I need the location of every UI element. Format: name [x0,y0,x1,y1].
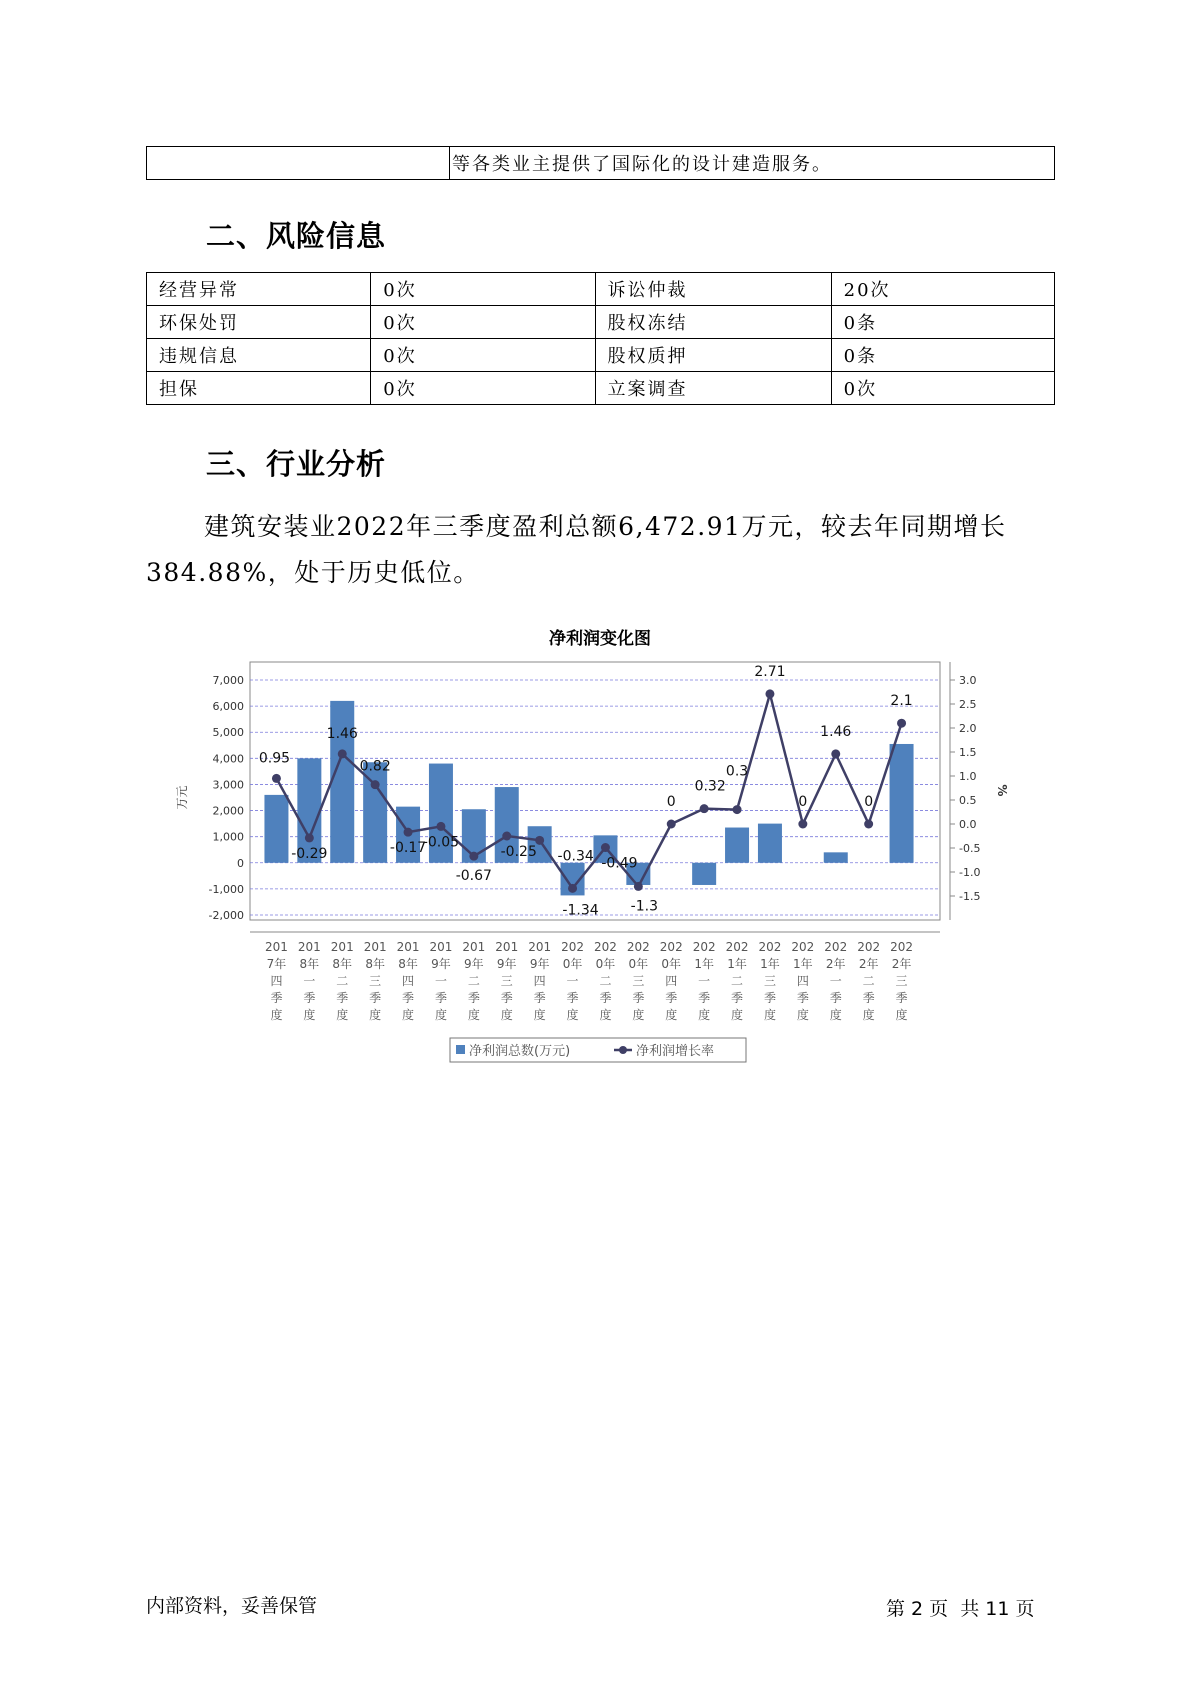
bar [824,852,848,862]
data-label: -1.3 [630,898,659,915]
growth-rate-point [733,805,742,814]
x-tick-label: 三 [895,974,908,988]
risk-table-row [147,273,1055,306]
bar [758,824,782,863]
x-tick-label: 8年 [398,957,418,971]
x-tick-label: 201 [264,940,288,954]
x-tick-label: 度 [270,1008,283,1022]
x-tick-label: 度 [434,1008,447,1022]
x-tick-label: 二 [731,974,744,988]
x-tick-label: 0年 [595,957,616,971]
x-tick-label: 度 [632,1008,645,1022]
x-tick-label: 三 [369,974,382,988]
x-tick-label: 度 [467,1008,480,1022]
top-table-right-cell: 等各类业主提供了国际化的设计建造服务。 [450,147,1055,180]
risk-item-label: 经营异常 [147,273,371,306]
y-tick-label: 2,000 [212,804,244,818]
y-tick-label: 1,000 [212,830,244,844]
x-tick-label: 7年 [266,957,287,971]
x-tick-label: 季 [500,991,513,1005]
data-label: 2.1 [890,693,913,710]
x-tick-label: 度 [796,1008,809,1022]
x-tick-label: 度 [566,1008,579,1022]
data-label: -0.17 [389,840,427,857]
risk-item-label: 诉讼仲裁 [595,273,831,306]
x-tick-label: 201 [363,940,387,954]
x-tick-label: 三 [500,974,513,988]
footer-confidential-note: 内部资料，妥善保管 [146,1595,318,1617]
x-tick-label: 202 [758,940,782,954]
x-tick-label: 季 [796,991,809,1005]
x-tick-label: 9年 [496,957,517,971]
x-tick-label: 202 [824,940,848,954]
x-tick-label: 四 [665,974,678,988]
data-label: -0.34 [557,848,594,865]
legend-bar-label: 净利润总数(万元) [469,1044,571,1059]
bar [890,744,914,863]
x-tick-label: 2年 [825,957,846,971]
y-axis-label: 万元 [175,785,189,810]
data-label: 1.46 [820,723,852,740]
x-tick-label: 季 [731,991,744,1005]
section-heading-industry: 三、行业分析 [206,447,387,481]
x-tick-label: 季 [402,991,415,1005]
growth-rate-point [798,820,807,829]
x-tick-label: 202 [692,940,716,954]
x-tick-label: 季 [862,991,875,1005]
x-tick-label: 度 [336,1008,349,1022]
x-tick-label: 一 [566,974,579,988]
x-tick-label: 202 [890,940,914,954]
y-tick-label: 4,000 [212,752,244,766]
data-label: -0.05 [422,834,460,851]
footer-page-number: 第 2 页 共 11 页 [886,1598,1035,1620]
y2-tick-label: 1.0 [959,770,977,783]
data-label: 0 [666,794,676,810]
data-label: -0.29 [291,845,328,862]
growth-rate-point [667,820,676,829]
industry-paragraph-text: 建筑安装业2022年三季度盈利总额6,472.91万元，较去年同期增长384.88%，处于历史低位。 [146,512,1007,587]
x-tick-label: 201 [495,940,519,954]
x-tick-label: 度 [533,1008,546,1022]
x-tick-label: 9年 [464,957,484,971]
x-tick-label: 202 [593,940,617,954]
y2-tick-label: -1.0 [959,866,981,879]
x-tick-label: 四 [402,974,415,988]
growth-rate-point [469,852,478,861]
x-tick-label: 季 [829,991,842,1005]
risk-item-value: 0条 [831,339,1054,372]
x-tick-label: 201 [396,940,420,954]
data-label: 0.82 [359,758,391,775]
x-tick-label: 季 [763,991,776,1005]
risk-item-value: 0次 [371,306,595,339]
growth-rate-point [305,833,314,842]
x-tick-label: 8年 [365,957,385,971]
risk-item-value: 20次 [831,273,1054,306]
x-tick-label: 度 [895,1008,908,1022]
growth-rate-point [765,689,774,698]
x-tick-label: 季 [369,991,382,1005]
risk-item-value: 0次 [371,339,595,372]
risk-table-row [147,372,1055,405]
y2-tick-label: 3.0 [959,674,977,687]
legend-bar-swatch [456,1045,465,1054]
x-tick-label: 201 [462,940,486,954]
x-tick-label: 度 [599,1008,612,1022]
x-tick-label: 一 [303,974,316,988]
x-tick-label: 9年 [529,957,550,971]
x-tick-label: 二 [862,974,875,988]
growth-rate-point [864,820,873,829]
growth-rate-point [634,882,643,891]
data-label: -1.34 [562,902,599,919]
growth-rate-point [436,822,445,831]
risk-item-label: 违规信息 [147,339,371,372]
growth-rate-point [700,804,709,813]
risk-table-row [147,306,1055,339]
x-tick-label: 0年 [661,957,682,971]
x-tick-label: 三 [632,974,645,988]
growth-rate-point [568,884,577,893]
x-tick-label: 0年 [562,957,583,971]
x-tick-label: 季 [270,991,283,1005]
x-tick-label: 二 [599,974,612,988]
x-tick-label: 1年 [760,957,780,971]
x-tick-label: 1年 [694,957,714,971]
x-tick-label: 季 [467,991,480,1005]
y-tick-label: -1,000 [208,882,244,896]
x-tick-label: 202 [626,940,650,954]
data-label: 0.95 [258,750,291,767]
x-tick-label: 二 [467,974,480,988]
y-tick-label: 3,000 [212,778,244,792]
risk-info-table [146,272,1055,405]
data-label: 0 [864,794,874,810]
growth-rate-point [404,828,413,837]
x-tick-label: 度 [665,1008,678,1022]
x-tick-label: 度 [698,1008,711,1022]
x-tick-label: 202 [659,940,683,954]
x-tick-label: 度 [303,1008,316,1022]
y2-tick-label: -0.5 [959,842,981,855]
x-tick-label: 度 [402,1008,415,1022]
risk-item-label: 担保 [147,372,371,405]
x-tick-label: 度 [500,1008,513,1022]
y2-axis-label: % [995,784,1009,797]
x-tick-label: 季 [895,991,908,1005]
y2-tick-label: 2.0 [959,722,977,735]
x-tick-label: 度 [829,1008,842,1022]
x-tick-label: 季 [632,991,645,1005]
growth-rate-point [502,832,511,841]
data-label: 2.71 [754,663,786,680]
x-tick-label: 202 [857,940,881,954]
x-tick-label: 8年 [299,957,320,971]
growth-rate-point [272,774,281,783]
industry-paragraph [146,504,1026,596]
y-tick-label: 0 [237,856,244,870]
x-tick-label: 201 [330,940,354,954]
x-tick-label: 度 [763,1008,776,1022]
x-tick-label: 季 [698,991,711,1005]
x-tick-label: 2年 [891,957,912,971]
x-tick-label: 0年 [628,957,649,971]
bar [725,828,749,863]
x-tick-label: 一 [434,974,447,988]
x-tick-label: 201 [297,940,321,954]
bar [264,795,288,863]
x-tick-label: 202 [791,940,815,954]
x-tick-label: 202 [561,940,585,954]
x-tick-label: 一 [698,974,711,988]
growth-rate-point [831,749,840,758]
data-label: -0.67 [455,868,492,885]
x-tick-label: 季 [533,991,546,1005]
x-tick-label: 三 [763,974,776,988]
risk-item-value: 0次 [371,273,595,306]
x-tick-label: 9年 [431,957,451,971]
x-tick-label: 202 [725,940,749,954]
y-tick-label: -2,000 [208,909,244,922]
growth-rate-point [601,843,610,852]
x-tick-label: 一 [829,974,842,988]
risk-item-value: 0次 [371,372,595,405]
x-tick-label: 1年 [793,957,813,971]
x-tick-label: 四 [533,974,546,988]
chart-title: 净利润变化图 [549,629,651,649]
legend-line-label: 净利润增长率 [636,1044,715,1059]
data-label: 0.32 [694,778,726,795]
risk-item-value: 0条 [831,306,1054,339]
y2-tick-label: 0.0 [959,818,977,831]
x-tick-label: 季 [566,991,579,1005]
y2-tick-label: -1.5 [959,890,981,903]
risk-item-label: 股权冻结 [595,306,831,339]
top-table-left-cell [147,147,450,180]
x-tick-label: 季 [599,991,612,1005]
data-label: 0.3 [725,763,749,780]
risk-item-label: 环保处罚 [147,306,371,339]
risk-table-row [147,339,1055,372]
x-tick-label: 四 [796,974,809,988]
x-tick-label: 季 [665,991,678,1005]
net-profit-chart [170,650,1020,1080]
section-heading-risk: 二、风险信息 [206,219,387,253]
risk-item-label: 股权质押 [595,339,831,372]
risk-item-label: 立案调查 [595,372,831,405]
x-tick-label: 度 [862,1008,875,1022]
data-label: 0 [798,794,808,810]
data-label: 1.46 [326,725,358,742]
x-tick-label: 四 [270,974,283,988]
x-tick-label: 季 [434,991,447,1005]
x-tick-label: 201 [429,940,453,954]
growth-rate-point [897,719,906,728]
x-tick-label: 8年 [332,957,353,971]
y-tick-label: 7,000 [212,674,244,687]
x-tick-label: 度 [369,1008,382,1022]
y2-tick-label: 0.5 [959,794,977,807]
x-tick-label: 度 [731,1008,744,1022]
y-tick-label: 6,000 [212,700,244,714]
x-tick-label: 201 [528,940,552,954]
x-tick-label: 1年 [727,957,747,971]
growth-rate-point [338,749,347,758]
y2-tick-label: 2.5 [959,698,977,711]
growth-rate-point [371,780,380,789]
y2-tick-label: 1.5 [959,746,977,759]
x-tick-label: 季 [303,991,316,1005]
x-tick-label: 季 [336,991,349,1005]
y-tick-label: 5,000 [212,726,244,740]
data-label: -0.49 [601,855,638,872]
risk-item-value: 0次 [831,372,1054,405]
x-tick-label: 二 [336,974,349,988]
legend-line-marker [619,1046,627,1054]
data-label: -0.25 [500,844,537,860]
x-tick-label: 2年 [858,957,879,971]
bar [692,863,716,885]
top-table [146,146,1055,180]
